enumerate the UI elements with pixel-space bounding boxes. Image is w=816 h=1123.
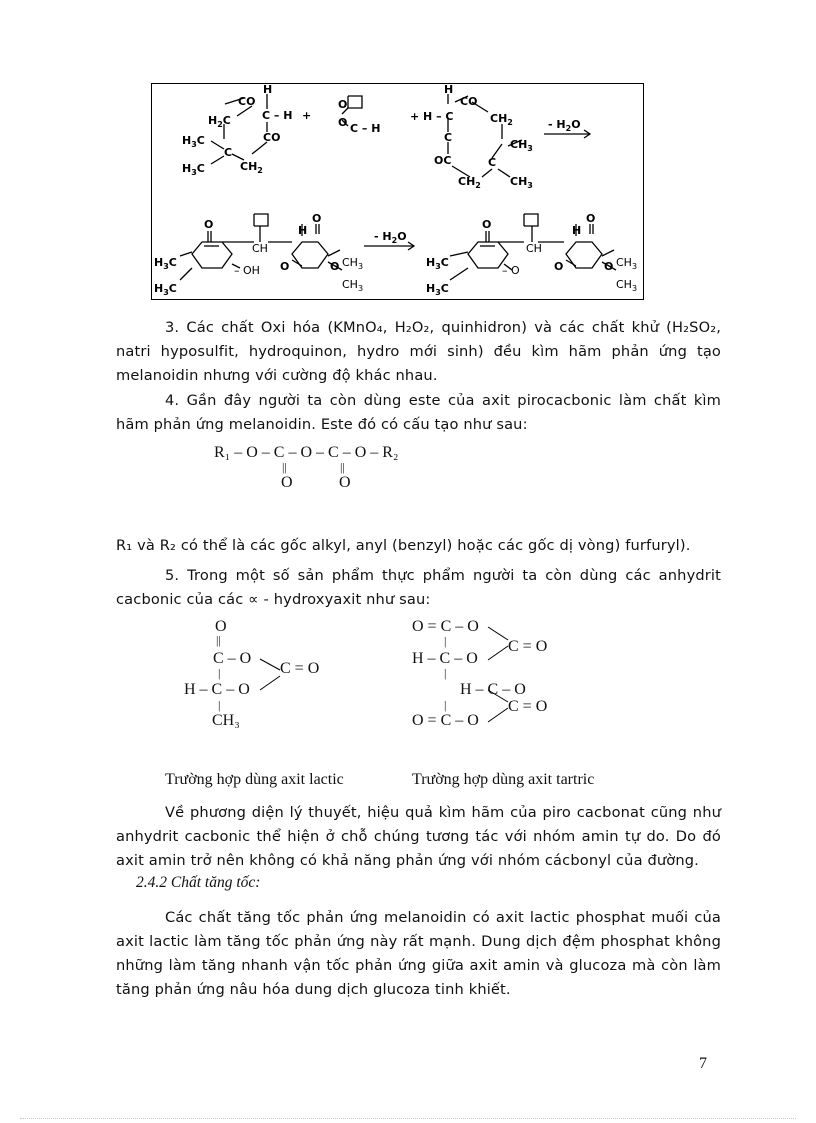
r2-o6: O bbox=[604, 260, 614, 273]
tartaric-line-4: O = C – O bbox=[412, 712, 479, 729]
r2-h2: H bbox=[572, 224, 582, 237]
mol1-h3c-b: $H_3C$ bbox=[182, 162, 205, 177]
lactic-ch3: CH₃ bbox=[212, 712, 240, 729]
r2-oh: – OH bbox=[234, 264, 260, 277]
r2-ch2: CH bbox=[526, 242, 542, 255]
tartaric-carbonyl-1: C = O bbox=[508, 638, 548, 655]
mol3-oc: OC bbox=[434, 154, 452, 167]
r2-o3: O bbox=[482, 218, 492, 231]
tartaric-bar-2: | bbox=[444, 666, 447, 680]
page-number: 7 bbox=[699, 1055, 707, 1072]
paragraph-6: Về phương diện lý thuyết, hiệu quả kìm hãm của piro cacbonat cũng như anhydrit cacbonic thể hiện ở chỗ chúng tương tác với nhóm amin tự do. Do đó axit amin trở nên không có khả năng phản ứng với nhóm cácbonyl của đường. bbox=[116, 804, 721, 869]
lactic-o-top: O bbox=[215, 618, 227, 635]
mol1-h-top: H bbox=[263, 84, 273, 96]
tartaric-carbonyl-2: C = O bbox=[508, 698, 548, 715]
mol2-o2: O bbox=[338, 116, 348, 129]
paragraph-4: 4. Gần đây người ta còn dùng este của axit pirocacbonic làm chất kìm hãm phản ứng melanoidin. Este đó có cấu tạo như sau: bbox=[116, 392, 721, 433]
r2-h3c3: $H_3C$ bbox=[426, 256, 449, 271]
mol1-plus: + bbox=[302, 109, 312, 122]
paragraph-7: Các chất tăng tốc phản ứng melanoidin có axit lactic phosphat muối của axit lactic làm tăng tốc phản ứng này rất mạnh. Dung dịch đệm phosphat không những làm tăng nhanh vận tốc phản ứng giữa axit amin và glucoza mà còn làm tăng phản ứng nâu hóa dung dịch glucoza tinh khiết. bbox=[116, 909, 721, 998]
mol1-h2c: $H_2C$ bbox=[208, 114, 231, 129]
mol3-c2: C bbox=[488, 156, 497, 169]
mol3-co: CO bbox=[460, 95, 478, 108]
ester-oxygen-2: O bbox=[339, 474, 351, 491]
tartaric-line-3: H – C – O bbox=[460, 681, 526, 698]
arrow2-label: - $H_2O$ bbox=[374, 230, 407, 245]
paragraph-r-groups: R₁ và R₂ có thể là các gốc alkyl, anyl (benzyl) hoặc các gốc dị vòng) furfuryl). bbox=[116, 537, 691, 554]
caption-tartaric: Trường hợp dùng axit tartric bbox=[412, 771, 595, 788]
lactic-bar-1: | bbox=[218, 666, 221, 680]
tartaric-line-2: H – C – O bbox=[412, 650, 478, 667]
r2-ch1: CH bbox=[252, 242, 268, 255]
mol3-ch2b: $CH_2$ bbox=[458, 175, 481, 190]
paragraph-5: 5. Trong một số sản phẩm thực phẩm người ta còn dùng các anhydrit cacbonic của các ∝ - hydroxyaxit như sau: bbox=[116, 567, 721, 608]
r2-ch3-4: $CH_3$ bbox=[616, 278, 638, 293]
paragraph-3: 3. Các chất Oxi hóa (KMnO₄, H₂O₂, quinhidron) và các chất khử (H₂SO₂, natri hyposulfit, hydroquinon, hydro mới sinh) đều kìm hãm phản ứng tạo melanoidin nhưng với cường độ khác nhau. bbox=[116, 319, 721, 384]
mol3-ch3a: $CH_3$ bbox=[510, 138, 533, 153]
caption-lactic: Trường hợp dùng axit lactic bbox=[165, 771, 344, 788]
tartaric-line-1: O = C – O bbox=[412, 618, 479, 635]
lactic-line-1: C – O bbox=[213, 650, 252, 667]
mol1-co2: CO bbox=[263, 131, 281, 144]
section-heading: 2.4.2 Chất tăng tốc: bbox=[136, 874, 261, 891]
r2-o-left: O bbox=[280, 260, 290, 273]
mol1-c-h: C – H bbox=[262, 109, 293, 122]
lactic-bar-2: | bbox=[218, 698, 221, 712]
tartaric-ring-bonds bbox=[484, 618, 514, 730]
mol1-c-center: C bbox=[224, 146, 233, 159]
ester-oxygen-1: O bbox=[281, 474, 293, 491]
ester-formula: R₁ – O – C – O – C – O – R₂ bbox=[214, 444, 399, 461]
r2-h3c2: $H_3C$ bbox=[154, 282, 177, 297]
mol2-o: O bbox=[338, 98, 348, 111]
mol2-c-h: C – H bbox=[350, 122, 381, 135]
reaction-scheme-svg bbox=[152, 84, 645, 301]
lactic-line-2: H – C – O bbox=[184, 681, 250, 698]
r2-h3c4: $H_3C$ bbox=[426, 282, 449, 297]
lactic-ring-bonds bbox=[256, 650, 286, 698]
reaction-scheme-figure bbox=[151, 83, 644, 300]
tartaric-bar-1: | bbox=[444, 634, 447, 648]
r2-o-ring: – O bbox=[502, 264, 520, 277]
r2-o1: O bbox=[204, 218, 214, 231]
r2-o4: O bbox=[586, 212, 596, 225]
tartaric-bar-3: | bbox=[444, 698, 447, 712]
r2-h1: H bbox=[298, 224, 308, 237]
r2-ch3-2: $CH_3$ bbox=[342, 278, 364, 293]
lactic-carbonyl: C = O bbox=[280, 660, 320, 677]
mol3-h-top: H bbox=[444, 84, 454, 96]
r2-h3c1: $H_3C$ bbox=[154, 256, 177, 271]
arrow1-label: - $H_2O$ bbox=[548, 118, 581, 133]
footer-divider bbox=[20, 1118, 796, 1119]
mol3-c: C bbox=[444, 131, 453, 144]
ester-bond-1: || bbox=[282, 460, 287, 474]
r2-o2: O bbox=[312, 212, 322, 225]
r2-o5: O bbox=[330, 260, 340, 273]
mol3-hc: + H – C bbox=[410, 110, 454, 123]
mol3-ch3b: $CH_3$ bbox=[510, 175, 533, 190]
lactic-double-bond: || bbox=[216, 633, 221, 647]
r2-o-left2: O bbox=[554, 260, 564, 273]
r2-ch3-3: $CH_3$ bbox=[616, 256, 638, 271]
mol1-co1: CO bbox=[238, 95, 256, 108]
r2-ch3-1: $CH_3$ bbox=[342, 256, 364, 271]
mol1-h3c-a: $H_3C$ bbox=[182, 134, 205, 149]
mol1-ch2: $CH_2$ bbox=[240, 160, 263, 175]
mol3-ch2a: $CH_2$ bbox=[490, 112, 513, 127]
ester-bond-2: || bbox=[340, 460, 345, 474]
